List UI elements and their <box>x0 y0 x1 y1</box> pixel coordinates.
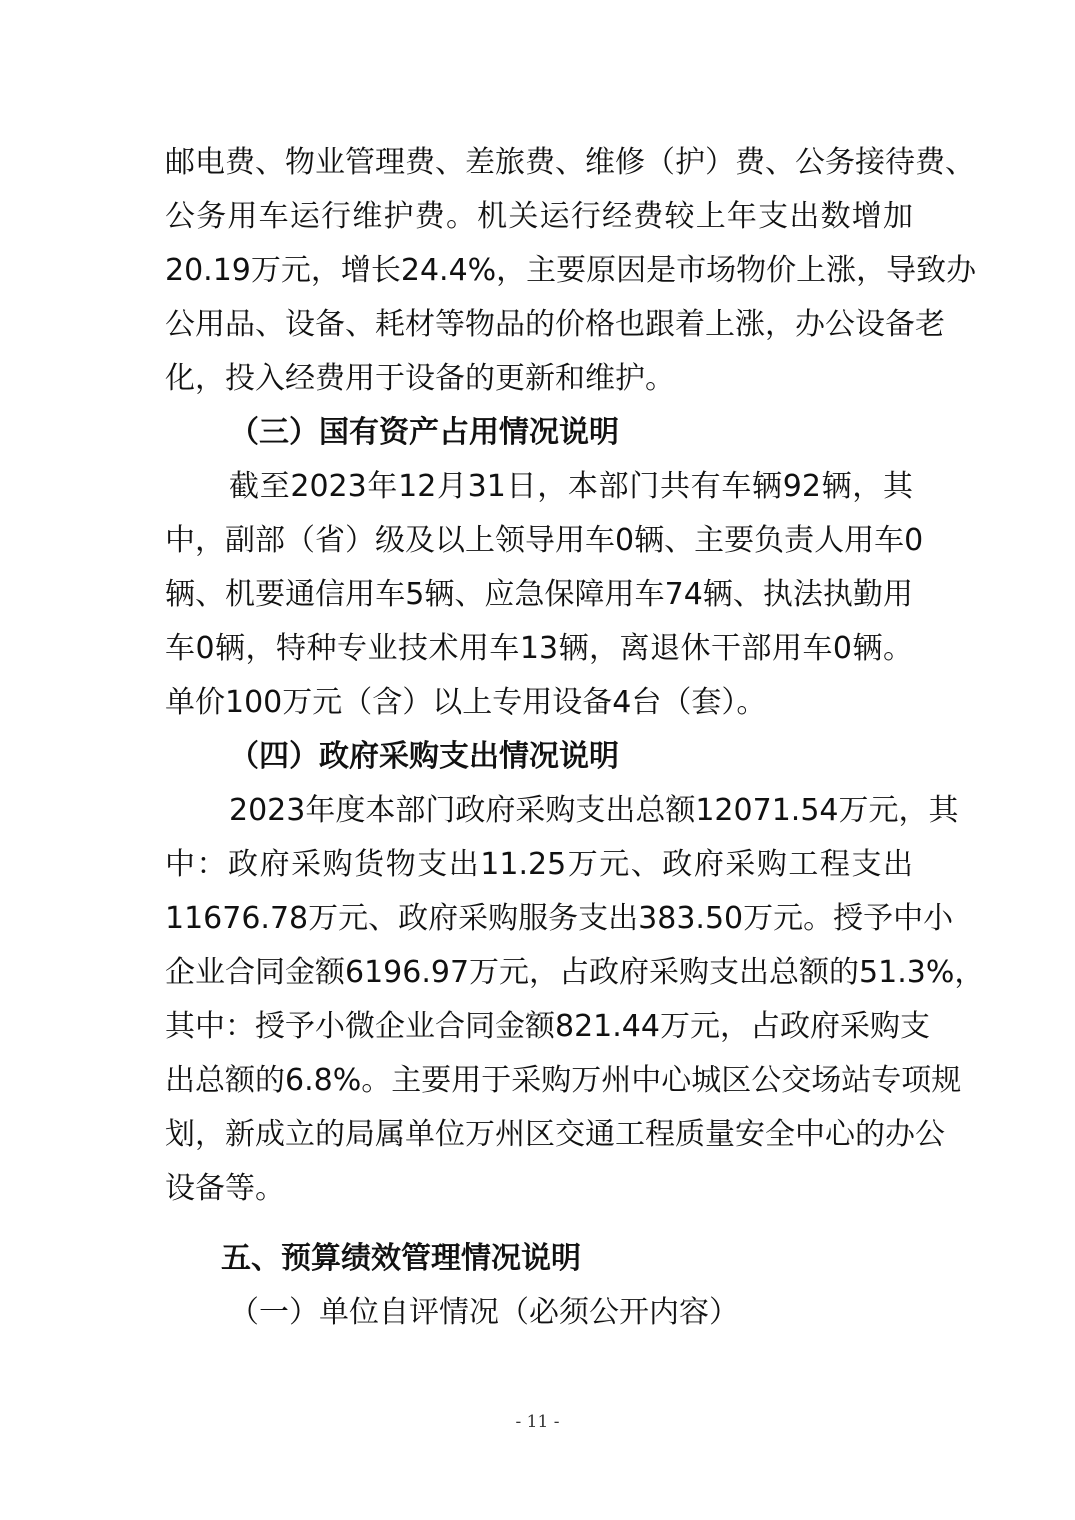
text-line: 11676.78万元、政府采购服务支出383.50万元。授予中小 <box>165 901 954 936</box>
text-line: 2023年度本部门政府采购支出总额12071.54万元，其 <box>229 793 959 828</box>
text-line: 车0辆，特种专业技术用车13辆，离退休干部用车0辆。 <box>165 631 913 666</box>
text-line: 公务用车运行维护费。机关运行经费较上年支出数增加 <box>165 199 913 234</box>
text-line: 公用品、设备、耗材等物品的价格也跟着上涨，办公设备老 <box>165 307 945 342</box>
text-line: 20.19万元，增长24.4%，主要原因是市场物价上涨，导致办 <box>165 253 977 288</box>
text-line: 企业合同金额6196.97万元，占政府采购支出总额的51.3%， <box>165 955 985 990</box>
section-heading-procurement: （四）政府采购支出情况说明 <box>229 739 619 774</box>
text-line: 化，投入经费用于设备的更新和维护。 <box>165 361 675 396</box>
text-line: 出总额的6.8%。主要用于采购万州中心城区公交场站专项规 <box>165 1063 962 1098</box>
chapter-heading-performance: 五、预算绩效管理情况说明 <box>221 1241 581 1276</box>
text-line: 中：政府采购货物支出11.25万元、政府采购工程支出 <box>165 847 913 882</box>
text-line: 其中：授予小微企业合同金额821.44万元，占政府采购支 <box>165 1009 930 1044</box>
section-heading-self-evaluation: （一）单位自评情况（必须公开内容） <box>229 1295 739 1330</box>
paragraph-operating-costs <box>165 136 977 406</box>
text-line: 划，新成立的局属单位万州区交通工程质量安全中心的办公 <box>165 1117 945 1152</box>
text-line: 单价100万元（含）以上专用设备4台（套）。 <box>165 685 767 720</box>
text-line: 邮电费、物业管理费、差旅费、维修（护）费、公务接待费、 <box>165 145 975 180</box>
paragraph-procurement <box>165 784 985 1216</box>
text-line: 截至2023年12月31日，本部门共有车辆92辆，其 <box>229 469 913 504</box>
text-line: 辆、机要通信用车5辆、应急保障用车74辆、执法执勤用 <box>165 577 913 612</box>
paragraph-state-assets <box>165 460 924 730</box>
section-heading-state-assets: （三）国有资产占用情况说明 <box>229 415 619 450</box>
page-content <box>165 136 985 1340</box>
page-number: - 11 - <box>515 1412 560 1432</box>
text-line: 设备等。 <box>165 1171 285 1206</box>
text-line: 中，副部（省）级及以上领导用车0辆、主要负责人用车0 <box>165 523 924 558</box>
